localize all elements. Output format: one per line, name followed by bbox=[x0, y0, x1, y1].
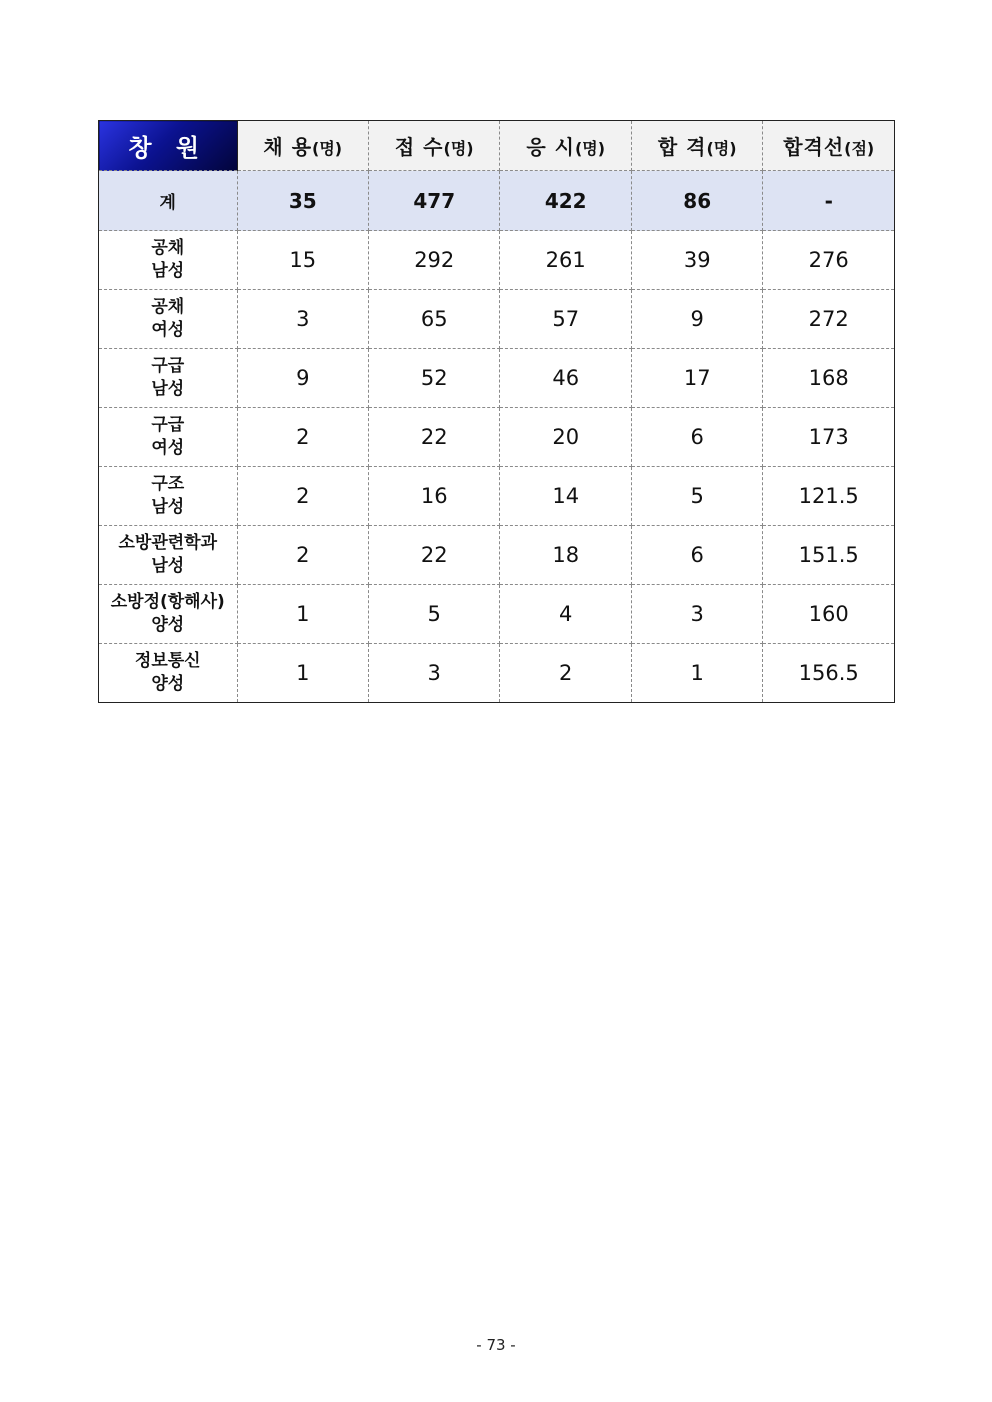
category-line1: 정보통신 bbox=[134, 651, 201, 671]
cell-examined: 46 bbox=[500, 349, 631, 408]
category-line2: 여성 bbox=[151, 438, 185, 458]
cell-passed: 5 bbox=[631, 467, 762, 526]
total-cutoff: - bbox=[763, 171, 895, 231]
header-passed-cell bbox=[631, 121, 762, 171]
category-line2: 양성 bbox=[151, 674, 185, 694]
cell-hire: 3 bbox=[237, 290, 368, 349]
cell-passed: 9 bbox=[631, 290, 762, 349]
header-cutoff-unit: (점) bbox=[844, 139, 875, 158]
cell-hire: 2 bbox=[237, 467, 368, 526]
category-line2: 남성 bbox=[151, 261, 185, 281]
cell-passed: 6 bbox=[631, 526, 762, 585]
row-category bbox=[99, 467, 238, 526]
table-row bbox=[99, 290, 895, 349]
row-category bbox=[99, 408, 238, 467]
cell-cutoff: 151.5 bbox=[763, 526, 895, 585]
cell-hire: 9 bbox=[237, 349, 368, 408]
cell-examined: 20 bbox=[500, 408, 631, 467]
total-passed: 86 bbox=[631, 171, 762, 231]
cell-examined: 2 bbox=[500, 644, 631, 703]
category-line1: 소방정(항해사) bbox=[110, 592, 225, 612]
cell-hire: 15 bbox=[237, 231, 368, 290]
header-hire-unit: (명) bbox=[312, 139, 343, 158]
header-passed-label: 합 격 bbox=[657, 135, 707, 159]
header-applied-label: 접 수 bbox=[394, 135, 444, 159]
header-applied-cell bbox=[369, 121, 500, 171]
header-applied-unit: (명) bbox=[443, 139, 474, 158]
total-applied: 477 bbox=[369, 171, 500, 231]
category-line1: 소방관련학과 bbox=[118, 533, 218, 553]
cell-applied: 22 bbox=[369, 408, 500, 467]
cell-hire: 1 bbox=[237, 585, 368, 644]
category-line2: 여성 bbox=[151, 320, 185, 340]
header-hire-cell bbox=[237, 121, 368, 171]
total-label: 계 bbox=[99, 171, 238, 231]
row-category bbox=[99, 644, 238, 703]
cell-passed: 1 bbox=[631, 644, 762, 703]
header-region-cell: 창 원 bbox=[99, 121, 238, 171]
cell-cutoff: 173 bbox=[763, 408, 895, 467]
category-line1: 구조 bbox=[151, 474, 185, 494]
cell-cutoff: 168 bbox=[763, 349, 895, 408]
category-line2: 남성 bbox=[151, 497, 185, 517]
row-category bbox=[99, 585, 238, 644]
row-category bbox=[99, 526, 238, 585]
category-line2: 남성 bbox=[151, 556, 185, 576]
table-row bbox=[99, 585, 895, 644]
cell-examined: 57 bbox=[500, 290, 631, 349]
cell-applied: 292 bbox=[369, 231, 500, 290]
category-line2: 양성 bbox=[151, 615, 185, 635]
cell-cutoff: 160 bbox=[763, 585, 895, 644]
row-category bbox=[99, 290, 238, 349]
header-cutoff-label: 합격선 bbox=[783, 135, 845, 159]
cell-applied: 3 bbox=[369, 644, 500, 703]
row-category bbox=[99, 231, 238, 290]
table-row bbox=[99, 644, 895, 703]
cell-cutoff: 156.5 bbox=[763, 644, 895, 703]
total-row bbox=[99, 171, 895, 231]
table-row bbox=[99, 349, 895, 408]
category-line1: 구급 bbox=[151, 415, 185, 435]
cell-applied: 5 bbox=[369, 585, 500, 644]
cell-hire: 2 bbox=[237, 408, 368, 467]
cell-cutoff: 121.5 bbox=[763, 467, 895, 526]
table-row bbox=[99, 526, 895, 585]
recruitment-results-table bbox=[98, 120, 895, 703]
cell-cutoff: 272 bbox=[763, 290, 895, 349]
cell-applied: 65 bbox=[369, 290, 500, 349]
cell-examined: 4 bbox=[500, 585, 631, 644]
row-category bbox=[99, 349, 238, 408]
cell-applied: 52 bbox=[369, 349, 500, 408]
cell-examined: 18 bbox=[500, 526, 631, 585]
cell-passed: 39 bbox=[631, 231, 762, 290]
cell-passed: 6 bbox=[631, 408, 762, 467]
cell-passed: 17 bbox=[631, 349, 762, 408]
header-hire-label: 채 용 bbox=[263, 135, 313, 159]
header-cutoff-cell bbox=[763, 121, 895, 171]
header-examined-cell bbox=[500, 121, 631, 171]
category-line1: 구급 bbox=[151, 356, 185, 376]
total-hire: 35 bbox=[237, 171, 368, 231]
cell-cutoff: 276 bbox=[763, 231, 895, 290]
cell-examined: 14 bbox=[500, 467, 631, 526]
table-header-row bbox=[99, 121, 895, 171]
cell-hire: 1 bbox=[237, 644, 368, 703]
cell-hire: 2 bbox=[237, 526, 368, 585]
header-examined-unit: (명) bbox=[574, 139, 606, 158]
table-row bbox=[99, 467, 895, 526]
category-line2: 남성 bbox=[151, 379, 185, 399]
cell-applied: 16 bbox=[369, 467, 500, 526]
page-number: - 73 - bbox=[476, 1336, 516, 1354]
header-passed-unit: (명) bbox=[706, 139, 737, 158]
cell-examined: 261 bbox=[500, 231, 631, 290]
table-row bbox=[99, 408, 895, 467]
category-line1: 공채 bbox=[151, 297, 185, 317]
table-row bbox=[99, 231, 895, 290]
category-line1: 공채 bbox=[151, 238, 185, 258]
cell-passed: 3 bbox=[631, 585, 762, 644]
cell-applied: 22 bbox=[369, 526, 500, 585]
total-examined: 422 bbox=[500, 171, 631, 231]
header-examined-label: 응 시 bbox=[526, 135, 575, 159]
